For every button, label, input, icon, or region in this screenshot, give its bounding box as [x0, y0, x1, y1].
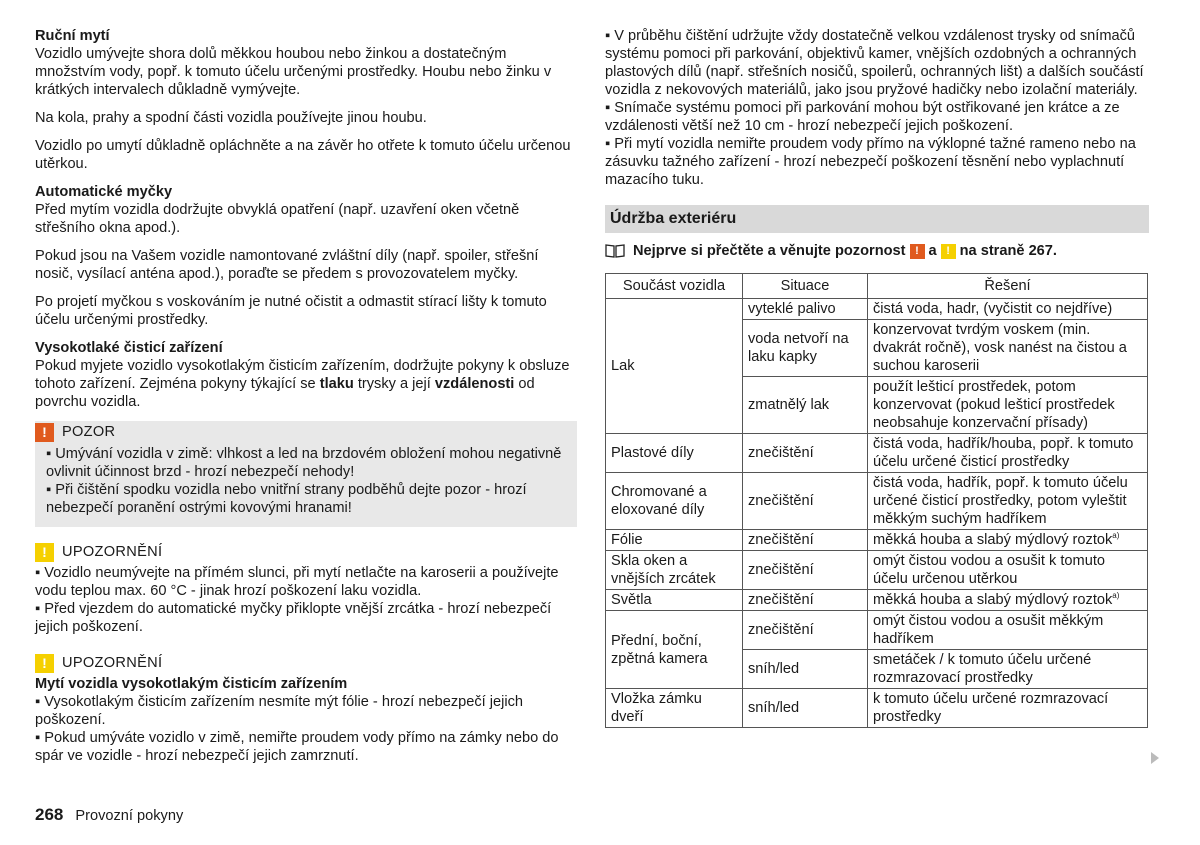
- solution-cell: [868, 320, 1148, 377]
- situation-cell: zmatnělý lak: [743, 377, 868, 434]
- page-reference-link[interactable]: na straně 267.: [959, 243, 1057, 259]
- reference-text: Nejprve si přečtěte a věnujte pozornost: [633, 243, 906, 259]
- chapter-title: Provozní pokyny: [75, 808, 184, 824]
- note-list: [35, 693, 577, 765]
- list-item: ▪ Před vjezdem do automatické myčky přiklopte vnější zrcátka - hrozí nebezpečí jejich poškození.: [35, 601, 552, 635]
- solution-text: čistá voda, hadřík/houba, popř. k tomuto účelu určené čisticí prostředky: [873, 436, 1134, 470]
- table-row: [606, 530, 1148, 551]
- note-header: [35, 652, 577, 674]
- paragraph: [35, 357, 577, 411]
- table-row: [606, 551, 1148, 590]
- solution-cell: [868, 299, 1148, 320]
- note-title: UPOZORNĚNÍ: [62, 544, 163, 560]
- book-icon: [605, 244, 625, 258]
- solution-cell: [868, 689, 1148, 728]
- table-row: [606, 611, 1148, 650]
- solution-cell: [868, 551, 1148, 590]
- part-cell: Světla: [606, 590, 743, 611]
- text-run: trysky a její: [353, 376, 435, 392]
- solution-text: použít lešticí prostředek, potom konzervovat (pokud lešticí prostředek neobsahuje konzervační přísady): [873, 379, 1115, 431]
- part-cell: Skla oken a vnějších zrcátek: [606, 551, 743, 590]
- solution-text: konzervovat tvrdým voskem (min. dvakrát ročně), vosk nanést na čistou a suchou karoserii: [873, 322, 1127, 374]
- solution-cell: [868, 650, 1148, 689]
- solution-cell: [868, 434, 1148, 473]
- situation-cell: znečištění: [743, 473, 868, 530]
- note-header: [35, 541, 577, 563]
- solution-text: omýt čistou vodou a osušit k tomuto účelu určenou utěrkou: [873, 553, 1105, 587]
- page-number: 268: [35, 805, 64, 824]
- table-row: [606, 590, 1148, 611]
- solution-cell: [868, 377, 1148, 434]
- list-item: ▪ Pokud umýváte vozidlo v zimě, nemiřte proudem vody přímo na zámky nebo do spár ve vozidle - hrozí nebezpečí jejich zamrznutí.: [35, 730, 559, 764]
- footnote-marker: a): [1112, 591, 1120, 601]
- continue-arrow-icon: [1151, 752, 1159, 764]
- paragraph: Po projetí myčkou s voskováním je nutné očistit a odmastit stírací lišty k tomuto účelu určenými prostředky.: [35, 294, 547, 328]
- reference-text: a: [928, 243, 937, 259]
- solution-cell: [868, 530, 1148, 551]
- paragraph: Na kola, prahy a spodní části vozidla používejte jinou houbu.: [35, 110, 427, 126]
- situation-cell: znečištění: [743, 530, 868, 551]
- situation-cell: sníh/led: [743, 650, 868, 689]
- care-table: [605, 273, 1148, 728]
- situation-cell: sníh/led: [743, 689, 868, 728]
- list-item: ▪ Při mytí vozidla nemiřte proudem vody přímo na výklopné tažné rameno nebo na zásuvku tažného zařízení - hrozí nebezpečí poškození těsnění nebo vyplachnutí mazacího tuku.: [605, 136, 1136, 188]
- table-body: [606, 299, 1148, 728]
- column-header: Součást vozidla: [606, 274, 743, 299]
- warning-title: POZOR: [62, 424, 116, 440]
- section-heading: Automatické myčky: [35, 184, 173, 200]
- note-icon[interactable]: !: [941, 244, 956, 259]
- situation-cell: znečištění: [743, 590, 868, 611]
- bold-text: tlaku: [319, 376, 354, 392]
- paragraph: Před mytím vozidla dodržujte obvyklá opatření (např. uzavření oken včetně střešního okna apod.).: [35, 202, 520, 236]
- part-cell: Fólie: [606, 530, 743, 551]
- situation-cell: znečištění: [743, 551, 868, 590]
- warning-icon: !: [35, 423, 54, 442]
- reference-line: [605, 241, 1149, 261]
- solution-text: čistá voda, hadr, (vyčistit co nejdříve): [873, 301, 1113, 317]
- list-item: ▪ Vysokotlakým čisticím zařízením nesmíte mýt fólie - hrozí nebezpečí jejich poškození.: [35, 694, 524, 728]
- left-column: [35, 27, 577, 765]
- solution-text: smetáček / k tomuto účelu určené rozmrazovací prostředky: [873, 652, 1092, 686]
- table-row: [606, 299, 1148, 320]
- warning-list: [35, 445, 577, 517]
- solution-text: čistá voda, hadřík, popř. k tomuto účelu určené čisticí prostředky, potom vyleštit měkkým suchým hadříkem: [873, 475, 1128, 527]
- solution-cell: [868, 473, 1148, 530]
- section-heading: Ruční mytí: [35, 28, 110, 44]
- warning-icon[interactable]: !: [910, 244, 925, 259]
- part-cell: Přední, boční, zpětná kamera: [606, 611, 743, 689]
- cleaning-bullets: [605, 27, 1149, 189]
- list-item: ▪ Při čištění spodku vozidla nebo vnitřní strany podběhů dejte pozor - hrozí nebezpečí poranění ostrými kovovými hranami!: [46, 482, 527, 516]
- text-run: od povrchu vozidla.: [35, 376, 535, 410]
- bold-text: vzdálenosti: [434, 376, 515, 392]
- note-title: UPOZORNĚNÍ: [62, 655, 163, 671]
- column-header: Situace: [743, 274, 868, 299]
- solution-text: omýt čistou vodou a osušit měkkým hadříkem: [873, 613, 1104, 647]
- situation-cell: voda netvoří na laku kapky: [743, 320, 868, 377]
- warning-box: [35, 421, 577, 527]
- part-cell: Chromované a eloxované díly: [606, 473, 743, 530]
- table-row: [606, 434, 1148, 473]
- situation-cell: vyteklé palivo: [743, 299, 868, 320]
- paragraph: Vozidlo po umytí důkladně opláchněte a na závěr ho otřete k tomuto účelu určenou utěrkou.: [35, 138, 571, 172]
- text-run: Pokud myjete vozidlo vysokotlakým čisticím zařízením, dodržujte pokyny k obsluze tohoto zařízení. Zejména pokyny týkající se: [35, 358, 570, 392]
- paragraph: Vozidlo umývejte shora dolů měkkou houbou nebo žinkou a dostatečným množstvím vody, popř. k tomuto účelu určenými prostředky. Houbu nebo žinku v krátkých intervalech důkladně vymývejte.: [35, 46, 552, 98]
- situation-cell: znečištění: [743, 434, 868, 473]
- situation-cell: znečištění: [743, 611, 868, 650]
- table-row: [606, 473, 1148, 530]
- list-item: ▪ Snímače systému pomoci při parkování mohou být ostřikované jen krátce a ze vzdálenosti větší než 10 cm - hrozí nebezpečí jejich poškození.: [605, 100, 1120, 134]
- solution-cell: [868, 590, 1148, 611]
- solution-text: měkká houba a slabý mýdlový roztok: [873, 592, 1113, 608]
- warning-header: [35, 421, 577, 443]
- section-title: Údržba exteriéru: [605, 205, 1149, 233]
- table-row: [606, 689, 1148, 728]
- page-footer: [35, 806, 183, 825]
- note-list: [35, 564, 577, 636]
- solution-text: k tomuto účelu určené rozmrazovací prostředky: [873, 691, 1109, 725]
- list-item: ▪ V průběhu čištění udržujte vždy dostatečně velkou vzdálenost trysky od snímačů systému pomoci při parkování, objektivů kamer, vnějších ozdobných a ochranných plastových dílů (např. střešních nosičů, spoilerů, ochranných lišt) a dalších součástí vozidla z nekovových materiálů, jako jsou pryžové hadičky nebo izolační materiály.: [605, 28, 1144, 98]
- part-cell: Vložka zámku dveří: [606, 689, 743, 728]
- list-item: ▪ Vozidlo neumývejte na přímém slunci, při mytí netlačte na karoserii a používejte vodu teplou max. 60 °C - jinak hrozí poškození laku vozidla.: [35, 565, 559, 599]
- solution-cell: [868, 611, 1148, 650]
- paragraph: Pokud jsou na Vašem vozidle namontované zvláštní díly (např. spoiler, střešní nosič, vysílací anténa apod.), poraďte se předem s provozovatelem myčky.: [35, 248, 539, 282]
- note-icon: !: [35, 654, 54, 673]
- list-item: ▪ Umývání vozidla v zimě: vlhkost a led na brzdovém obložení mohou negativně ovlivnit účinnost brzd - hrozí nebezpečí nehody!: [46, 446, 562, 480]
- right-column: [605, 27, 1149, 728]
- footnote-marker: a): [1112, 531, 1120, 541]
- part-cell: Lak: [606, 299, 743, 434]
- solution-text: měkká houba a slabý mýdlový roztok: [873, 532, 1113, 548]
- part-cell: Plastové díly: [606, 434, 743, 473]
- section-heading: Vysokotlaké čisticí zařízení: [35, 340, 223, 356]
- column-header: Řešení: [868, 274, 1148, 299]
- note-subheading: Mytí vozidla vysokotlakým čisticím zařízením: [35, 676, 348, 692]
- note-icon: !: [35, 543, 54, 562]
- table-header-row: [606, 274, 1148, 299]
